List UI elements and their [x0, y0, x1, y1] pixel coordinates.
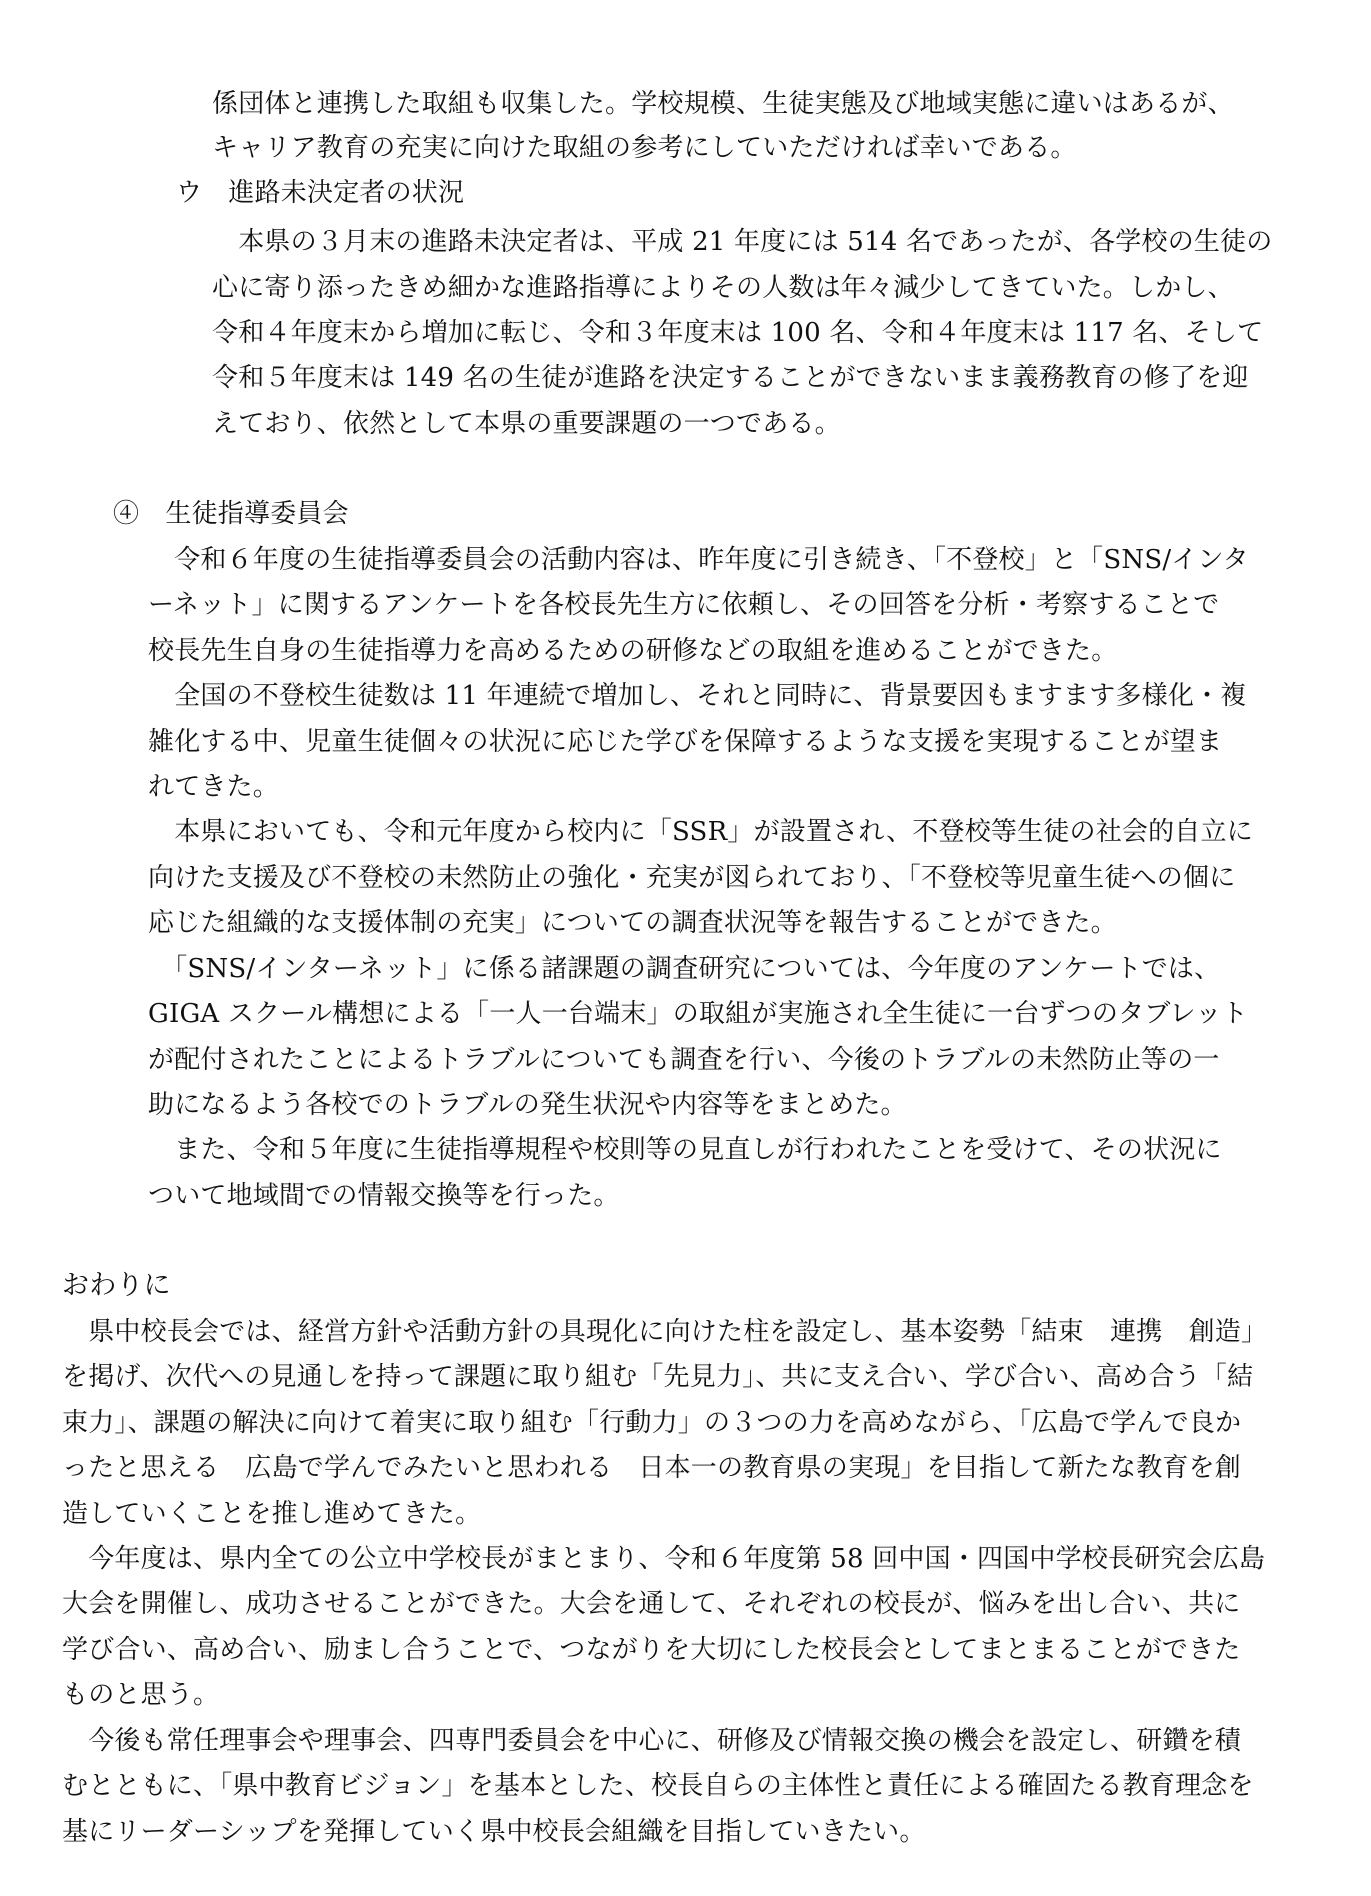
- paragraph-line: 「SNS/インターネット」に係る諸課題の調査研究については、今年度のアンケートでは、: [148, 954, 1221, 984]
- paragraph-line: 令和５年度末は 149 名の生徒が進路を決定することができないまま義務教育の修了を迎: [212, 363, 1249, 393]
- paragraph-line: 応じた組織的な支援体制の充実」についての調査状況等を報告することができた。: [148, 908, 1117, 938]
- paragraph-line: また、令和５年度に生徒指導規程や校則等の見直しが行われたことを受けて、その状況に: [148, 1135, 1222, 1165]
- paragraph-line: 令和４年度末から増加に転じ、令和３年度末は 100 名、令和４年度末は 117 名、そして: [212, 318, 1264, 348]
- paragraph-line: えており、依然として本県の重要課題の一つである。: [212, 409, 841, 439]
- paragraph-line: 束力」、課題の解決に向けて着実に取り組む「行動力」の３つの力を高めながら、「広島で学んで良か: [62, 1408, 1242, 1438]
- paragraph-line: 造していくことを推し進めてきた。: [62, 1499, 482, 1529]
- paragraph-line: キャリア教育の充実に向けた取組の参考にしていただければ幸いである。: [212, 133, 1077, 163]
- paragraph-line: ったと思える 広島で学んでみたいと思われる 日本一の教育県の実現」を目指して新たな教育を創: [62, 1453, 1242, 1483]
- paragraph-line: ものと思う。: [62, 1680, 220, 1710]
- paragraph-line: 本県の３月末の進路未決定者は、平成 21 年度には 514 名であったが、各学校の生徒の: [212, 227, 1273, 257]
- paragraph-line: GIGA スクール構想による「一人一台端末」の取組が実施され全生徒に一台ずつのタブレット: [148, 999, 1248, 1029]
- paragraph-line: むとともに、「県中教育ビジョン」を基本とした、校長自らの主体性と責任による確固たる教育理念を: [62, 1771, 1254, 1801]
- paragraph-line: を掲げ、次代への見通しを持って課題に取り組む「先見力」、共に支え合い、学び合い、高め合う「結: [62, 1362, 1254, 1392]
- paragraph-line: 今後も常任理事会や理事会、四専門委員会を中心に、研修及び情報交換の機会を設定し、研鑽を積: [62, 1726, 1242, 1756]
- paragraph-line: 心に寄り添ったきめ細かな進路指導によりその人数は年々減少してきていた。しかし、: [212, 273, 1234, 303]
- paragraph-line: 向けた支援及び不登校の未然防止の強化・充実が図られており、「不登校等児童生徒への個に: [148, 863, 1236, 893]
- paragraph-line: 本県においても、令和元年度から校内に「SSR」が設置され、不登校等生徒の社会的自立に: [148, 817, 1253, 847]
- paragraph-line: 令和６年度の生徒指導委員会の活動内容は、昨年度に引き続き、「不登校」と「SNS/インタ: [148, 545, 1249, 575]
- paragraph-line: れてきた。: [148, 772, 280, 802]
- paragraph-line: 県中校長会では、経営方針や活動方針の具現化に向けた柱を設定し、基本姿勢「結束 連携 創造」: [62, 1317, 1268, 1347]
- paragraph-line: が配付されたことによるトラブルについても調査を行い、今後のトラブルの未然防止等の一: [148, 1045, 1220, 1075]
- paragraph-line: 係団体と連携した取組も収集した。学校規模、生徒実態及び地域実態に違いはあるが、: [212, 89, 1234, 119]
- paragraph-line: 学び合い、高め合い、励まし合うことで、つながりを大切にした校長会としてまとまることができた: [62, 1635, 1241, 1665]
- paragraph-line: ついて地域間での情報交換等を行った。: [148, 1181, 620, 1211]
- closing-heading: おわりに: [62, 1270, 171, 1301]
- paragraph-line: 大会を開催し、成功させることができた。大会を通して、それぞれの校長が、悩みを出し合い、共に: [62, 1589, 1241, 1619]
- paragraph-line: 基にリーダーシップを発揮していく県中校長会組織を目指していきたい。: [62, 1817, 926, 1847]
- section-heading: ④ 生徒指導委員会: [113, 499, 349, 529]
- subsection-heading: ウ 進路未決定者の状況: [176, 178, 465, 208]
- paragraph-line: ーネット」に関するアンケートを各校長先生方に依頼し、その回答を分析・考察することで: [148, 590, 1220, 620]
- paragraph-line: 校長先生自身の生徒指導力を高めるための研修などの取組を進めることができた。: [148, 636, 1118, 666]
- paragraph-line: 全国の不登校生徒数は 11 年連続で増加し、それと同時に、背景要因もますます多様化・複: [148, 681, 1247, 711]
- paragraph-line: 助になるよう各校でのトラブルの発生状況や内容等をまとめた。: [148, 1090, 907, 1120]
- paragraph-line: 今年度は、県内全ての公立中学校長がまとまり、令和６年度第 58 回中国・四国中学校長研究会広島: [62, 1544, 1266, 1574]
- paragraph-line: 雑化する中、児童生徒個々の状況に応じた学びを保障するような支援を実現することが望ま: [148, 727, 1223, 757]
